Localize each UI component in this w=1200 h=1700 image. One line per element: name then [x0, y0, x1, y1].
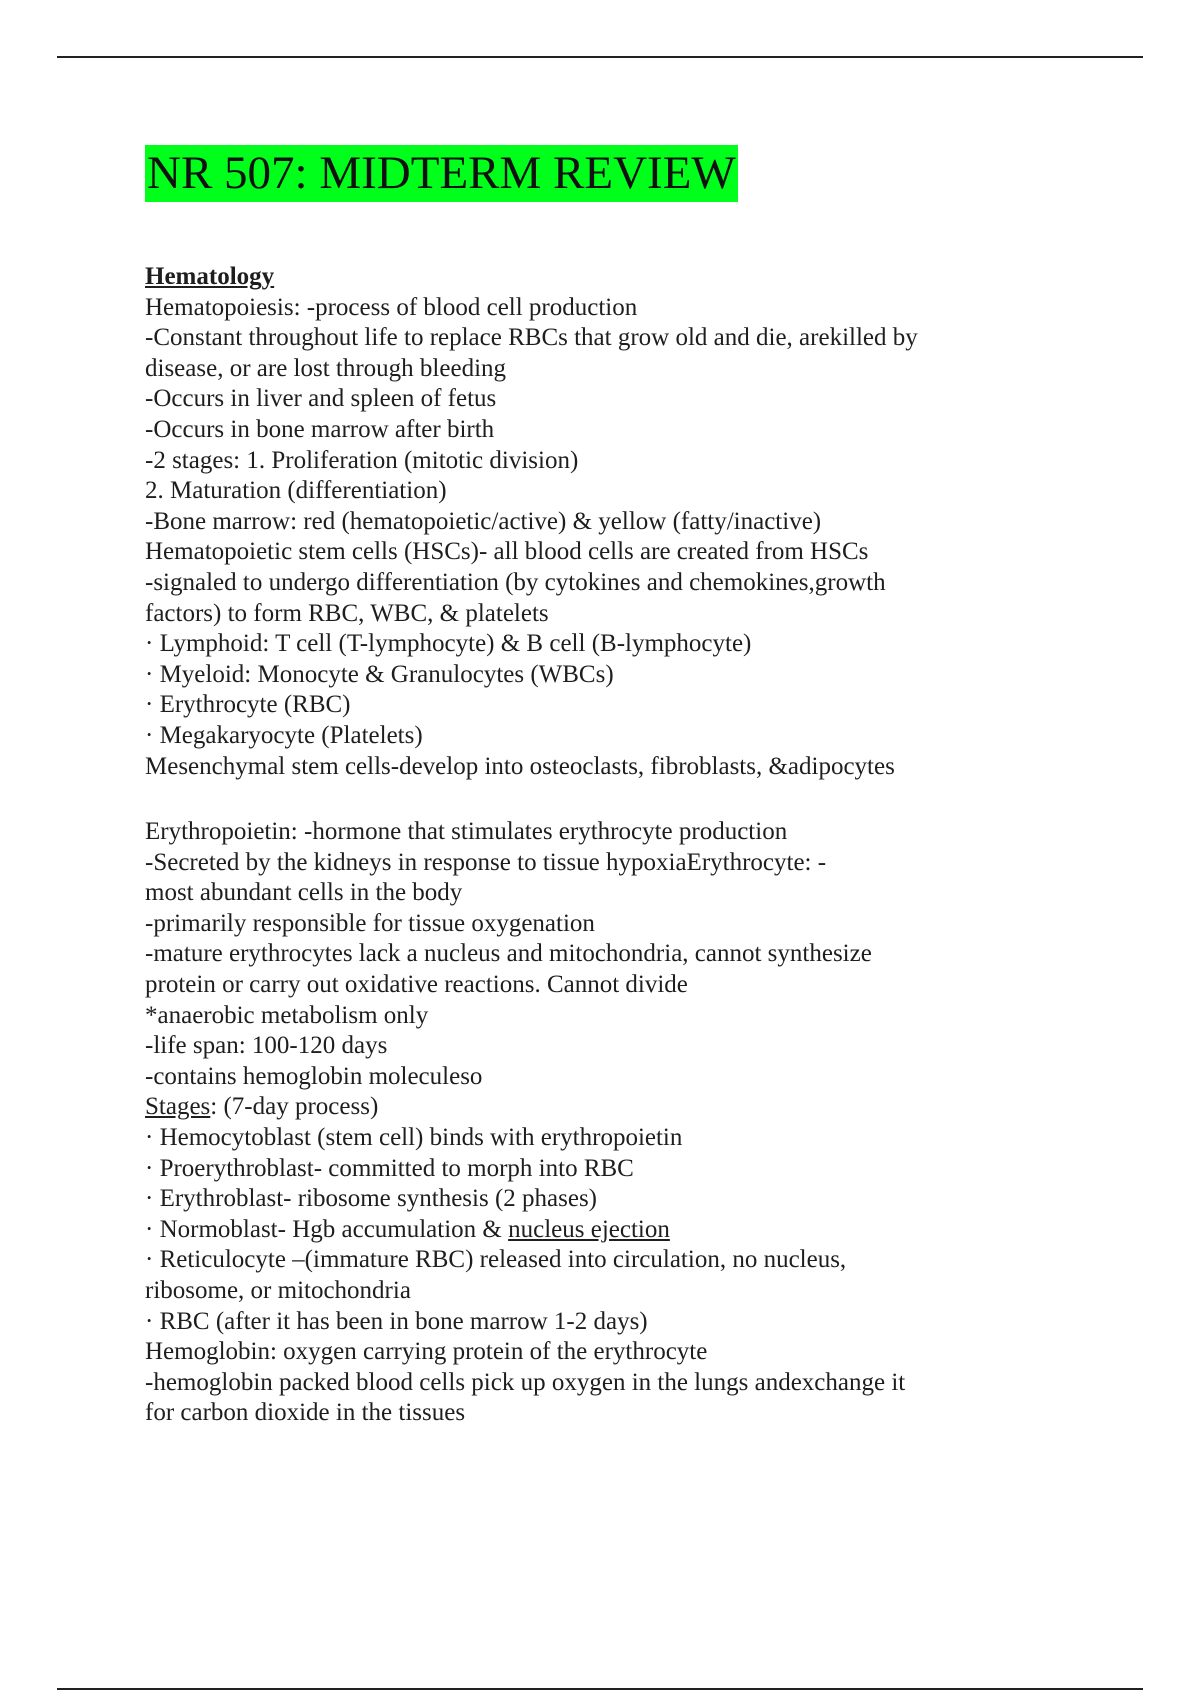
text-line: *anaerobic metabolism only: [145, 1001, 429, 1029]
bullet-item: · Proerythroblast- committed to morph into RBC: [145, 1154, 634, 1182]
top-rule: [57, 56, 1143, 58]
stages-suffix: : (7-day process): [210, 1093, 379, 1121]
text-line: -signaled to undergo differentiation (by cytokines and chemokines,growth: [145, 568, 886, 596]
text-line: Hematopoiesis: -process of blood cell production: [145, 293, 638, 321]
text-line: ribosome, or mitochondria: [145, 1277, 411, 1304]
text-line: Hematopoietic stem cells (HSCs)- all blood cells are created from HSCs: [145, 538, 869, 566]
text-line: for carbon dioxide in the tissues: [145, 1399, 466, 1427]
text-line: -contains hemoglobin moleculeso: [145, 1062, 483, 1090]
bullet-item: · Myeloid: Monocyte & Granulocytes (WBCs): [145, 660, 614, 688]
text-line: -2 stages: 1. Proliferation (mitotic division): [145, 446, 579, 474]
section-heading: Hematology: [145, 263, 275, 290]
bullet-item: · Erythroblast- ribosome synthesis (2 phases): [145, 1185, 598, 1213]
text-line: -life span: 100-120 days: [145, 1032, 388, 1060]
bullet-item: · RBC (after it has been in bone marrow 1-2 days): [145, 1307, 648, 1335]
text-line: Erythropoietin: -hormone that stimulates erythrocyte production: [145, 818, 788, 846]
text-line: Mesenchymal stem cells-develop into osteoclasts, fibroblasts, &adipocytes: [145, 752, 895, 780]
text-line: -mature erythrocytes lack a nucleus and mitochondria, cannot synthesize: [145, 940, 872, 968]
text-line: Hemoglobin: oxygen carrying protein of the erythrocyte: [145, 1338, 708, 1366]
stages-label: Stages: [145, 1093, 211, 1121]
text-line: disease, or are lost through bleeding: [145, 354, 507, 382]
bullet-item: · Megakaryocyte (Platelets): [145, 721, 423, 749]
text-line: most abundant cells in the body: [145, 879, 463, 907]
nucleus-ejection-underlined: nucleus ejection: [508, 1215, 670, 1243]
bullet-item: [145, 1215, 1105, 1246]
bullet-item: · Lymphoid: T cell (T-lymphocyte) & B cell (B-lymphocyte): [145, 630, 752, 658]
text-line: -Bone marrow: red (hematopoietic/active) & yellow (fatty/inactive): [145, 507, 822, 535]
bottom-rule: [57, 1688, 1143, 1690]
text-line: 2. Maturation (differentiation): [145, 477, 447, 505]
paragraph-gap: [145, 782, 1105, 817]
text-line: -Secreted by the kidneys in response to tissue hypoxiaErythrocyte: -: [145, 848, 827, 876]
stages-line: [145, 1092, 1105, 1123]
normoblast-text: · Normoblast- Hgb accumulation &: [145, 1215, 509, 1243]
bullet-item: · Erythrocyte (RBC): [145, 691, 351, 719]
text-line: -hemoglobin packed blood cells pick up oxygen in the lungs andexchange it: [145, 1368, 906, 1396]
document-title: NR 507: MIDTERM REVIEW: [145, 145, 738, 202]
bullet-item: · Hemocytoblast (stem cell) binds with erythropoietin: [145, 1124, 683, 1152]
bullet-item: · Reticulocyte –(immature RBC) released into circulation, no nucleus,: [145, 1246, 847, 1274]
text-line: -primarily responsible for tissue oxygenation: [145, 909, 595, 937]
text-line: -Occurs in bone marrow after birth: [145, 415, 495, 443]
text-line: factors) to form RBC, WBC, & platelets: [145, 599, 549, 627]
title-block: [145, 145, 738, 202]
text-line: -Constant throughout life to replace RBCs that grow old and die, arekilled by: [145, 324, 918, 352]
document-body: [145, 262, 1105, 1429]
text-line: protein or carry out oxidative reactions. Cannot divide: [145, 971, 688, 999]
text-line: -Occurs in liver and spleen of fetus: [145, 385, 497, 413]
